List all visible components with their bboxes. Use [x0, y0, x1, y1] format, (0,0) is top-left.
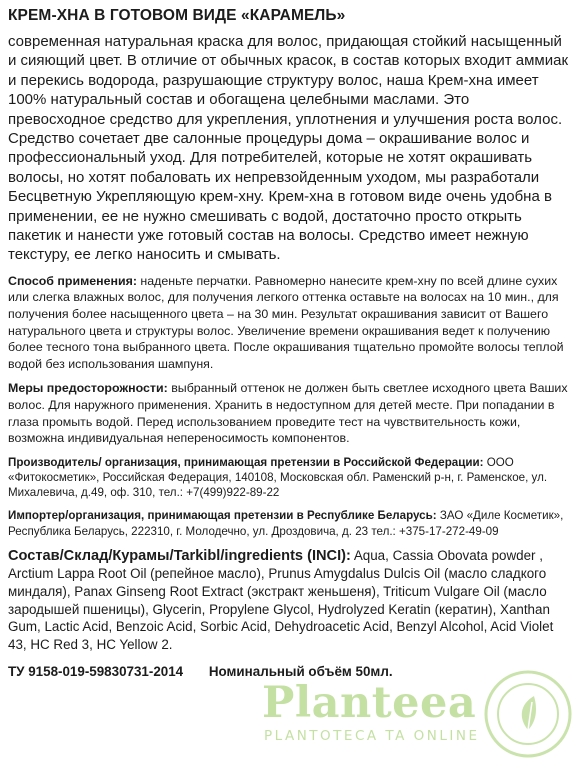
product-title: КРЕМ-ХНА В ГОТОВОМ ВИДЕ «КАРАМЕЛЬ» [8, 7, 346, 24]
ingredients-text: Aqua, Cassia Obovata powder , Arctium Lappa Root Oil (репейное масло), Prunus Amygdalus Dulcis Oil (масло сладкого миндаля), Panax Ginseng Root Extract (экстракт женьшеня), Triticum Vulgare Oil (масло зародышей пшеницы), Glycerin, Propylene Glycol, Hydrolyzed Keratin (кератин), Xanthan Gum, Lactic Acid, Benzoic Acid, Sorbic Acid, Dehydroacetic Acid, Benzyl Alcohol, Acid Violet 43, HC Red 3, HC Yellow 2. [8, 547, 554, 652]
standard-code: ТУ 9158-019-59830731-2014 [8, 664, 184, 680]
precautions-section [8, 380, 570, 446]
manufacturer-label: Производитель/ организация, принимающая претензии в Российской Федерации: [8, 455, 484, 469]
precautions-label: Меры предосторожности: [8, 381, 168, 396]
importer-text: ЗАО «Диле Косметик», Республика Беларусь, 222310, г. Молодечно, ул. Дроздовича, д. 23 тел.: +375-17-272-49-09 [8, 509, 564, 538]
ingredients-section [8, 547, 570, 654]
manufacturer-text: ООО «Фитокосметик», Российская Федерация, 140108, Московская обл. Раменский р-н, г. Раменское, ул. Михалевича, д.49, оф. 310, тел.: +7(499)922-89-22 [8, 455, 548, 500]
footer-line [8, 663, 570, 681]
usage-label: Способ применения: [8, 273, 137, 288]
product-label [8, 6, 570, 681]
nominal-volume: Номинальный объём 50мл. [208, 664, 393, 680]
usage-text: наденьте перчатки. Равномерно нанесите крем-хну по всей длине сухих или слегка влажных волос, для получения легкого оттенка оставьте на волосах на 10 мин., для получения более насыщенного цвета – на 30 мин. Результат окрашивания зависит от Вашего натурального цвета и структуры волос. Увеличение времени окрашивания ведет к получению более тесного тона выбранного цвета. После окрашивания тщательно промойте волосы теплой водой без использования шампуня. [8, 273, 564, 371]
planteea-watermark [256, 676, 576, 768]
manufacturer-section [8, 455, 570, 501]
importer-label: Импортер/организация, принимающая претензии в Республике Беларусь: [8, 509, 437, 523]
product-description: современная натуральная краска для волос, придающая стойкий насыщенный и сияющий цвет. В отличие от обычных красок, в состав которых входит аммиак и перекись водорода, разрушающие структуру волос, наша Крем-хна имеет 100% натуральный состав и обогащена целебными маслами. Это превосходное средство для укрепления, уплотнения и улучшения роста волос. Средство сочетает две салонные процедуры дома – окрашивание волос и профессиональный уход. Для потребителей, которые не хотят окрашивать волосы, но хотят побаловать их непревзойденным уходом, мы разработали Бесцветную Укрепляющую крем-хну. Крем-хна в готовом виде очень удобна в применении, ее не нужно смешивать с водой, достаточно просто открыть пакетик и нанести уже готовый состав на волосы. Средство имеет нежную текстуру, ее легко наносить и смывать. [8, 33, 569, 264]
seal-icon [482, 668, 574, 760]
watermark-brand: Planteea [262, 678, 477, 728]
precautions-text: выбранный оттенок не должен быть светлее исходного цвета Ваших волос. Для наружного применения. Хранить в недоступном для детей месте. При попадании в глаза промыть водой. Перед использованием проведите тест на чувствительность кожи, возможна индивидуальная непереносимость компонентов. [8, 381, 568, 446]
watermark-subtitle: PLANTOTECA TA ONLINE [264, 728, 480, 744]
usage-section [8, 273, 570, 373]
ingredients-label: Состав/Склад/Курамы/Tarkibl/ingredients (INCI): [8, 547, 351, 564]
importer-section [8, 508, 570, 538]
